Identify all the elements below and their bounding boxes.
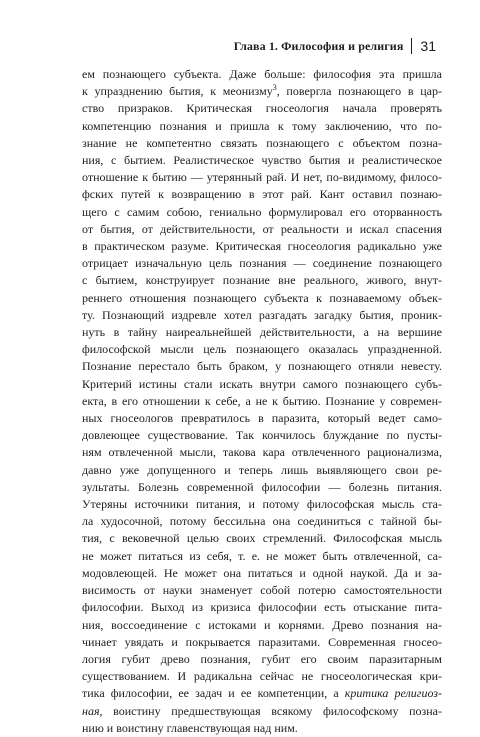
text-segment: отрицает изначальную цель познания — соединение познающего xyxy=(82,256,442,271)
text-line xyxy=(82,668,442,685)
text-line xyxy=(82,513,442,530)
text-segment: щего с самим собою, гениально формулировал его оторванность xyxy=(82,204,442,219)
text-line xyxy=(82,324,442,341)
text-segment: чинает увядать и покрывается паразитами. Современная гносео- xyxy=(82,634,442,649)
text-segment: нию и воистину главенствующая над ним. xyxy=(82,720,298,735)
text-line xyxy=(82,204,442,221)
text-segment: давно уже допущенного и теперь лишь выявляющего свои ре- xyxy=(82,462,442,477)
text-segment: компетенцию познания и пришла к тому заключению, что по- xyxy=(82,118,442,133)
text-segment: зультаты. Болезнь современной философии — болезнь питания. xyxy=(82,479,442,494)
text-segment: нуть в тайну наиреальнейшей действительности, а на вершине xyxy=(82,325,442,340)
text-line xyxy=(82,651,442,668)
text-segment: ство призраков. Критическая гносеология начала проверять xyxy=(82,101,442,116)
text-segment: реннего отношения познающего субъекта к познаваемому объек- xyxy=(82,290,442,305)
text-segment: ту. Познающий издревле хотел разгадать загадку бытия, проник- xyxy=(82,307,442,322)
text-segment: тика философии, ее задач и ее компетенции, а xyxy=(82,686,345,701)
text-segment: от бытия, от действительности, от реальности и искал спасения xyxy=(82,221,442,236)
text-segment: не может питаться из себя, т. е. не может быть отвлеченной, са- xyxy=(82,548,442,563)
text-segment: логия губит древо познания, губит его своим паразитарным xyxy=(82,651,442,666)
text-segment: тия, с вековечной целью своих стремлений. Философская мысль xyxy=(82,531,442,546)
text-line xyxy=(82,565,442,582)
text-segment: фских путей к возвращению в этот рай. Кант оставил познаю- xyxy=(82,187,442,202)
text-segment: модовлеющей. Не может она питаться и одной наукой. Да и за- xyxy=(82,565,442,580)
text-line xyxy=(82,221,442,238)
running-head xyxy=(234,38,436,54)
text-segment: с бытием, конструирует познание вне реального, живого, внут- xyxy=(82,273,442,288)
text-line xyxy=(82,135,442,152)
text-line xyxy=(82,444,442,461)
italic-text: ная xyxy=(82,703,100,718)
text-line xyxy=(82,496,442,513)
text-segment: ем познающего субъекта. Даже больше: философия эта пришла xyxy=(82,67,442,81)
text-line xyxy=(82,479,442,496)
body-text xyxy=(82,66,442,737)
text-segment: ния, воссоединение с истоками и корнями. Древо познания на- xyxy=(82,617,442,632)
text-segment: философии. Выход из кризиса философии есть отыскание пита- xyxy=(82,600,442,615)
text-segment: в практическом разуме. Критическая гносеология радикально уже xyxy=(82,239,442,254)
text-segment: ла худосочной, потому бессильна она соединиться с тайной бы- xyxy=(82,514,442,529)
text-line xyxy=(82,462,442,479)
text-line xyxy=(82,376,442,393)
text-line xyxy=(82,358,442,375)
text-line xyxy=(82,410,442,427)
text-segment: екта, в его отношении к себе, а не к бытию. Познание у современ- xyxy=(82,393,442,408)
text-line xyxy=(82,307,442,324)
text-line xyxy=(82,118,442,135)
text-segment: , повергла познающего в цар- xyxy=(276,84,442,99)
text-line xyxy=(82,66,442,83)
text-segment: отношение к бытию — утерянный рай. И нет, по-видимому, филосо- xyxy=(82,170,442,185)
text-line xyxy=(82,685,442,702)
text-line xyxy=(82,703,442,720)
text-line xyxy=(82,83,442,100)
text-line xyxy=(82,186,442,203)
text-segment: Познание перестало быть браком, у познающего отняли невесту. xyxy=(82,359,442,374)
text-line xyxy=(82,720,442,737)
text-segment: ных гносеологов превратилось в паразита, который ведет само- xyxy=(82,411,442,426)
text-segment: знание не компетентно связать познающего с объектом позна- xyxy=(82,135,442,150)
text-line xyxy=(82,427,442,444)
text-line xyxy=(82,634,442,651)
text-line xyxy=(82,238,442,255)
text-segment: философской мысли цель познающего оказалась упраздненной. xyxy=(82,342,442,357)
text-line xyxy=(82,582,442,599)
text-segment: существованием. И радикальна сейчас не гносеологическая кри- xyxy=(82,669,442,684)
text-line xyxy=(82,599,442,616)
text-line xyxy=(82,169,442,186)
text-line xyxy=(82,530,442,547)
chapter-title: Глава 1. Философия и религия xyxy=(233,38,404,53)
text-segment: висимость от науки знаменует собой потерю самостоятельности xyxy=(82,583,442,598)
header-divider xyxy=(411,38,412,54)
text-line xyxy=(82,548,442,565)
text-line xyxy=(82,272,442,289)
text-segment: , воистину предшествующая всякому философскому позна- xyxy=(99,703,442,718)
italic-text: критика религиоз- xyxy=(344,686,442,701)
text-segment: к упразднению бытия, к меонизму xyxy=(82,84,273,99)
text-line xyxy=(82,152,442,169)
text-line xyxy=(82,617,442,634)
text-line xyxy=(82,100,442,117)
text-segment: довлеющее существование. Так кончилось блуждание по пусты- xyxy=(82,428,442,443)
page-number: 31 xyxy=(420,38,436,54)
text-segment: ням отвлеченной мысли, такова кара отвлеченного рационализма, xyxy=(82,445,442,460)
text-segment: ния, с бытием. Реалистическое чувство бытия и реалистическое xyxy=(82,153,442,168)
text-line xyxy=(82,393,442,410)
text-line xyxy=(82,290,442,307)
text-line xyxy=(82,255,442,272)
text-segment: Утеряны источники питания, и потому философская мысль ста- xyxy=(82,497,442,512)
text-line xyxy=(82,341,442,358)
text-segment: Критерий истины стали искать внутри самого познающего субъ- xyxy=(82,376,442,391)
footnote-marker[interactable]: 3 xyxy=(272,83,277,93)
